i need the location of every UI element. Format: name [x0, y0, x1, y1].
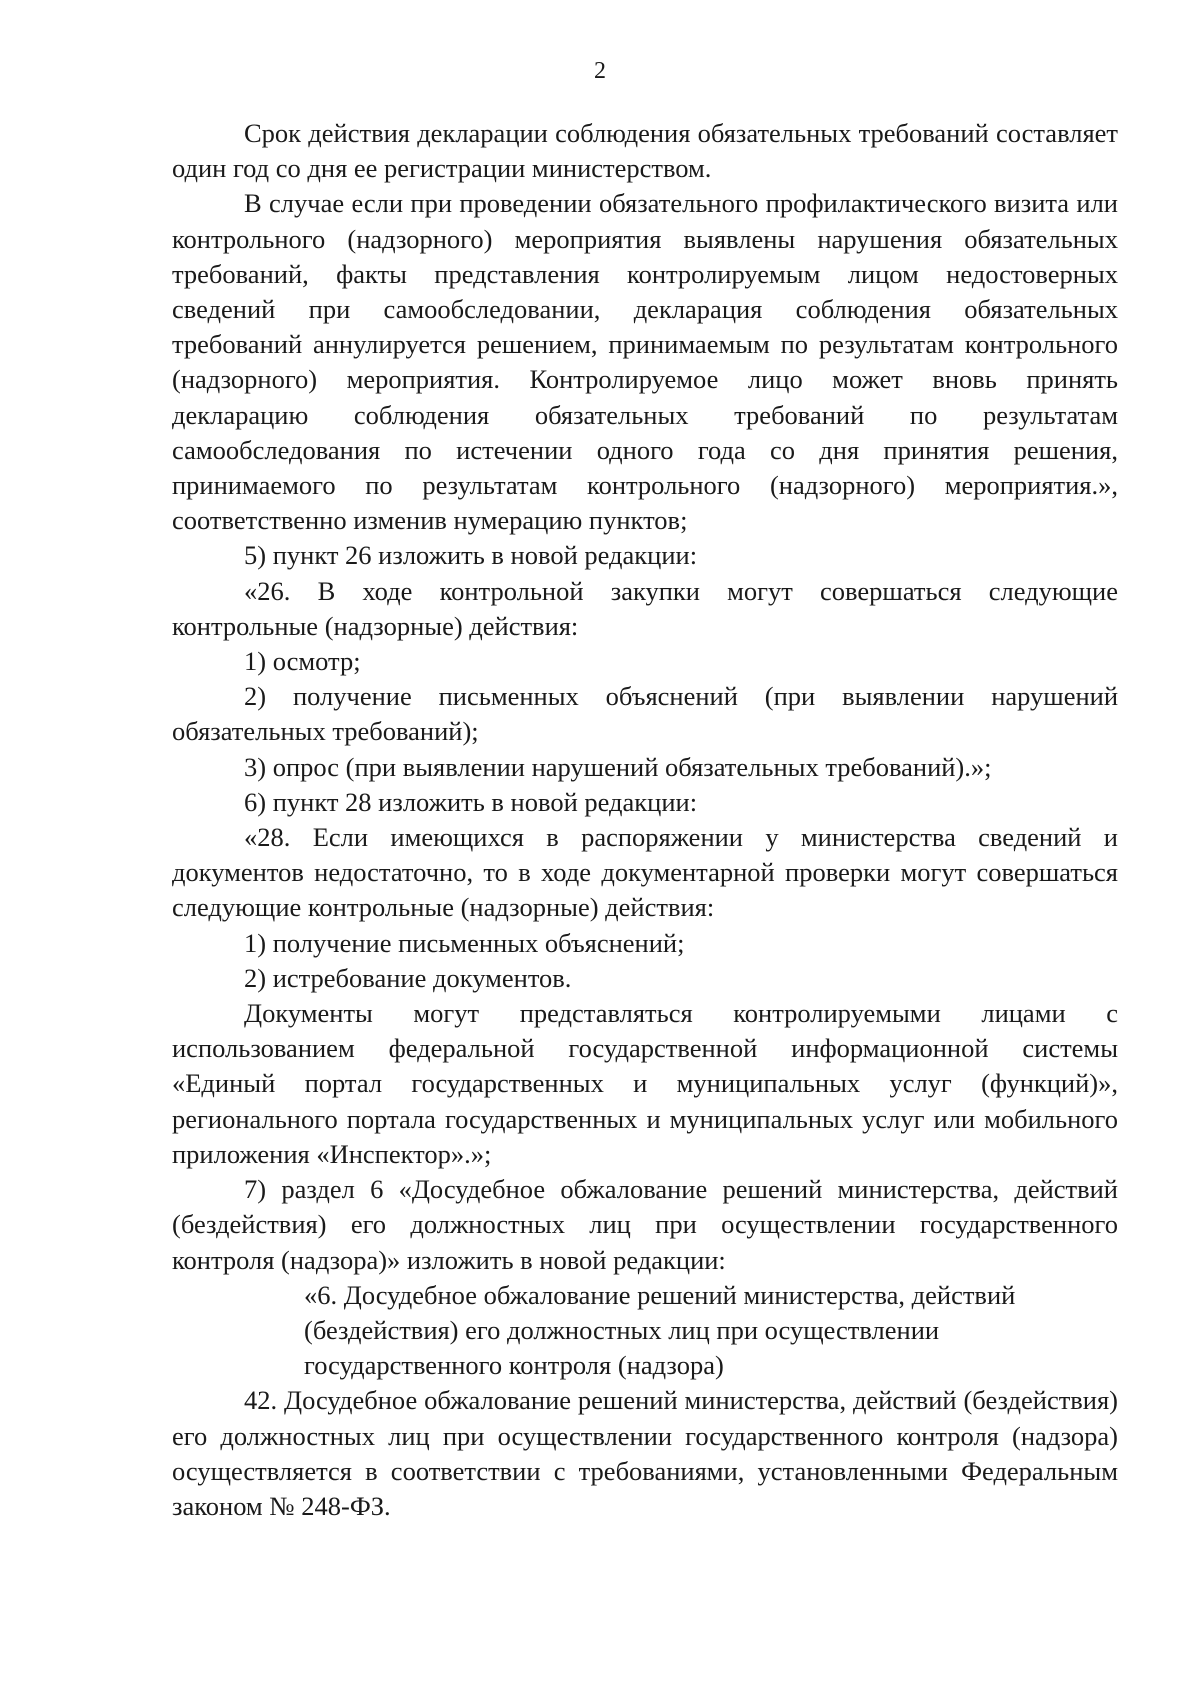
paragraph: 3) опрос (при выявлении нарушений обязательных требований).»; — [244, 751, 992, 782]
section-heading — [172, 1278, 1118, 1384]
paragraph: 2) истребование документов. — [244, 962, 572, 993]
section-heading-line: (бездействия) его должностных лиц при осуществлении — [304, 1314, 940, 1345]
section-heading-line: государственного контроля (надзора) — [304, 1350, 724, 1381]
paragraph: 7) раздел 6 «Досудебное обжалование решений министерства, действий (бездействия) его должностных лиц при осуществлении государственного контроля (надзора)» изложить в новой редакции: — [172, 1174, 1118, 1275]
paragraph: 2) получение письменных объяснений (при выявлении нарушений обязательных требований); — [172, 681, 1118, 747]
paragraph: 42. Досудебное обжалование решений министерства, действий (бездействия) его должностных лиц при осуществлении государственного контроля (надзора) осуществляется в соответствии с требованиями, установленными Федеральным законом № 248-ФЗ. — [172, 1385, 1118, 1521]
document-body — [172, 116, 1118, 1524]
paragraph: «28. Если имеющихся в распоряжении у министерства сведений и документов недостаточно, то в ходе документарной проверки могут совершаться следующие контрольные (надзорные) действия: — [172, 822, 1118, 923]
paragraph: 6) пункт 28 изложить в новой редакции: — [244, 786, 698, 817]
paragraph: Документы могут представляться контролируемыми лицами с использованием федеральной государственной информационной системы «Единый портал государственных и муниципальных услуг (функций)», регионального портала государственных и муниципальных услуг или мобильного приложения «Инспектор».»; — [172, 998, 1118, 1169]
paragraph: 1) получение письменных объяснений; — [244, 927, 685, 958]
page-number: 2 — [594, 58, 606, 84]
paragraph: «26. В ходе контрольной закупки могут совершаться следующие контрольные (надзорные) действия: — [172, 575, 1118, 641]
paragraph: 5) пункт 26 изложить в новой редакции: — [244, 540, 698, 571]
paragraph: В случае если при проведении обязательного профилактического визита или контрольного (надзорного) мероприятия выявлены нарушения обязательных требований, факты представления контролируемым лицом недостоверных сведений при самообследовании, декларация соблюдения обязательных требований аннулируется решением, принимаемым по результатам контрольного (надзорного) мероприятия. Контролируемое лицо может вновь принять декларацию соблюдения обязательных требований по результатам самообследования по истечении одного года со дня принятия решения, принимаемого по результатам контрольного (надзорного) мероприятия.», соответственно изменив нумерацию пунктов; — [172, 188, 1118, 536]
paragraph: 1) осмотр; — [244, 646, 361, 677]
section-heading-line: «6. Досудебное обжалование решений министерства, действий — [304, 1279, 1016, 1310]
paragraph: Срок действия декларации соблюдения обязательных требований составляет один год со дня ее регистрации министерством. — [172, 118, 1118, 184]
